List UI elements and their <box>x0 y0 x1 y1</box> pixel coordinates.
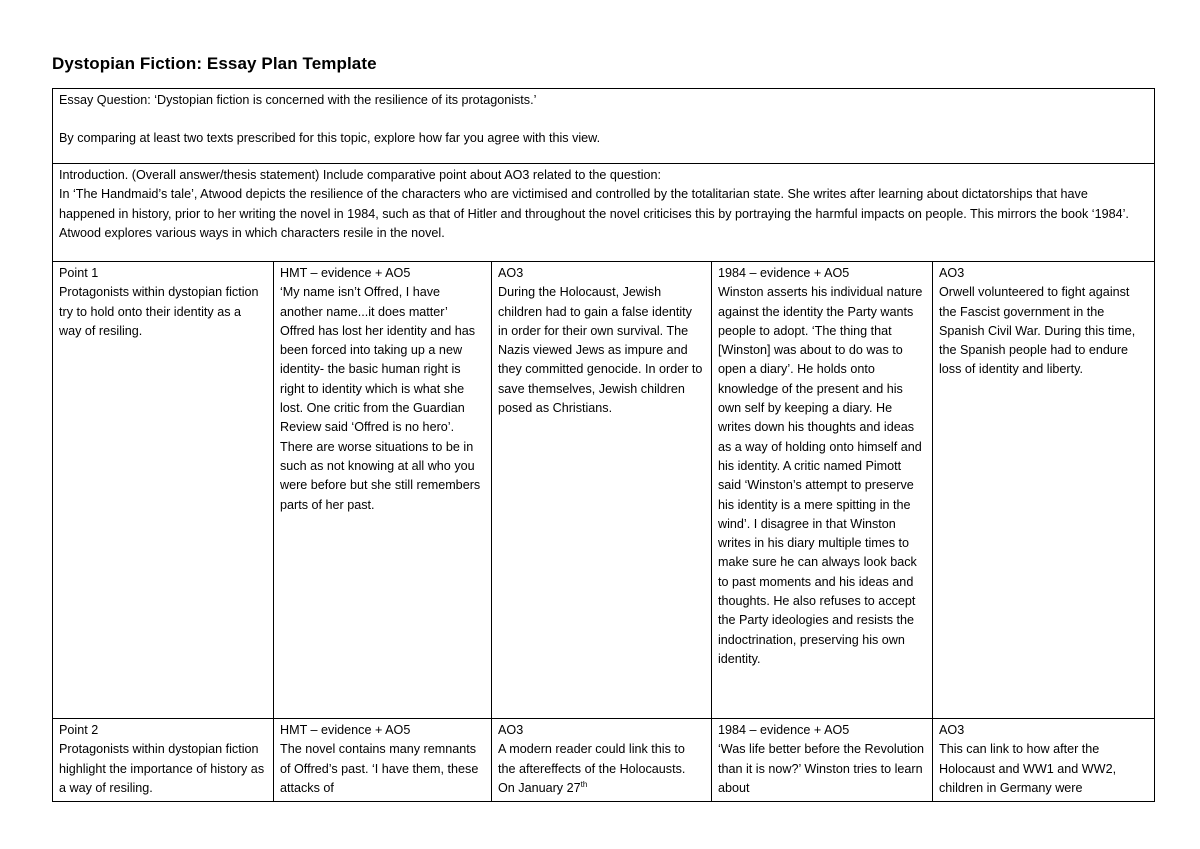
ao3-1984-text: Orwell volunteered to fight against the Fascist government in the Spanish Civil War. During this time, the Spanish people had to endure loss of identity and liberty. <box>939 285 1139 377</box>
essay-task-text: By comparing at least two texts prescribed for this topic, explore how far you agree with this view. <box>59 131 601 146</box>
question-row <box>53 89 1155 164</box>
ordinal-suffix: th <box>580 779 588 789</box>
table-row <box>53 719 1155 802</box>
hmt-evidence-cell <box>274 719 492 802</box>
point-text: Protagonists within dystopian fiction try to hold onto their identity as a way of resiling. <box>59 285 263 338</box>
introduction-row <box>53 164 1155 262</box>
page-title: Dystopian Fiction: Essay Plan Template <box>52 54 377 73</box>
essay-plan-table <box>52 88 1155 802</box>
evidence-1984-text: Winston asserts his individual nature against the identity the Party wants people to adopt. ‘The thing that [Winston] was about to do was to open a diary’. He holds onto knowledge of the present and his own self by keeping a diary. He writes down his thoughts and ideas as a way of holding onto himself and his identity. A critic named Pimott said ‘Winston’s attempt to preserve his identity is a mere spitting in the wind’. I disagree in that Winston writes in his diary multiple times to make sure he can always look back to past moments and his ideas and thoughts. He also refuses to accept the Party ideologies and resists the indoctrination, preserving his own identity. <box>718 285 926 666</box>
ao3-hmt-cell <box>492 262 712 719</box>
ao3-hmt-text <box>498 740 704 798</box>
introduction-heading: Introduction. (Overall answer/thesis statement) Include comparative point about AO3 related to the question: <box>59 168 662 182</box>
hmt-evidence-heading: HMT – evidence + AO5 <box>280 266 411 280</box>
hmt-evidence-heading: HMT – evidence + AO5 <box>280 723 411 737</box>
point-cell <box>53 262 274 719</box>
hmt-evidence-cell <box>274 262 492 719</box>
evidence-1984-heading: 1984 – evidence + AO5 <box>718 723 850 737</box>
ao3-1984-cell <box>933 719 1155 802</box>
introduction-body: In ‘The Handmaid’s tale’, Atwood depicts the resilience of the characters who are victimised and controlled by the totalitarian state. She writes after learning about dictatorships that have happened in history, prior to her writing the novel in 1984, such as that of Hitler and throughout the novel criticises this by portraying the harmful impacts on people. This mirrors the book ‘1984’. Atwood explores various ways in which characters resile in the novel. <box>59 187 1132 240</box>
hmt-evidence-text: The novel contains many remnants of Offred’s past. ‘I have them, these attacks of <box>280 742 482 795</box>
evidence-1984-heading: 1984 – evidence + AO5 <box>718 266 850 280</box>
hmt-evidence-text: ‘My name isn’t Offred, I have another name...it does matter’ Offred has lost her identity and has been forced into taking up a new identity- the basic human right is right to identity which is what she lost. One critic from the Guardian Review said ‘Offred is no hero’. There are worse situations to be in such as not knowing at all who you were before but she still remembers parts of her past. <box>280 285 484 512</box>
ao3-hmt-text: During the Holocaust, Jewish children had to gain a false identity in order for their own survival. The Nazis viewed Jews as impure and they committed genocide. In order to save themselves, Jewish children posed as Christians. <box>498 285 706 416</box>
evidence-1984-text: ‘Was life better before the Revolution than it is now?’ Winston tries to learn about <box>718 742 928 795</box>
point-cell <box>53 719 274 802</box>
ao3-1984-cell <box>933 262 1155 719</box>
evidence-1984-cell <box>712 262 933 719</box>
ao3-hmt-cell <box>492 719 712 802</box>
table-row <box>53 262 1155 719</box>
point-heading: Point 1 <box>59 266 99 280</box>
evidence-1984-cell <box>712 719 933 802</box>
point-heading: Point 2 <box>59 723 99 737</box>
essay-question-text: Essay Question: ‘Dystopian fiction is concerned with the resilience of its protagonists.’ <box>59 93 537 107</box>
ao3-hmt-text-main: A modern reader could link this to the aftereffects of the Holocausts. On January 27 <box>498 742 689 795</box>
ao3-hmt-heading: AO3 <box>498 266 524 280</box>
introduction-cell <box>53 164 1155 262</box>
ao3-1984-heading: AO3 <box>939 266 965 280</box>
ao3-1984-text: This can link to how after the Holocaust and WW1 and WW2, children in Germany were <box>939 742 1120 795</box>
essay-question-cell <box>53 89 1155 164</box>
ao3-hmt-heading: AO3 <box>498 723 524 737</box>
ao3-1984-heading: AO3 <box>939 723 965 737</box>
point-text: Protagonists within dystopian fiction highlight the importance of history as a way of resiling. <box>59 742 268 795</box>
